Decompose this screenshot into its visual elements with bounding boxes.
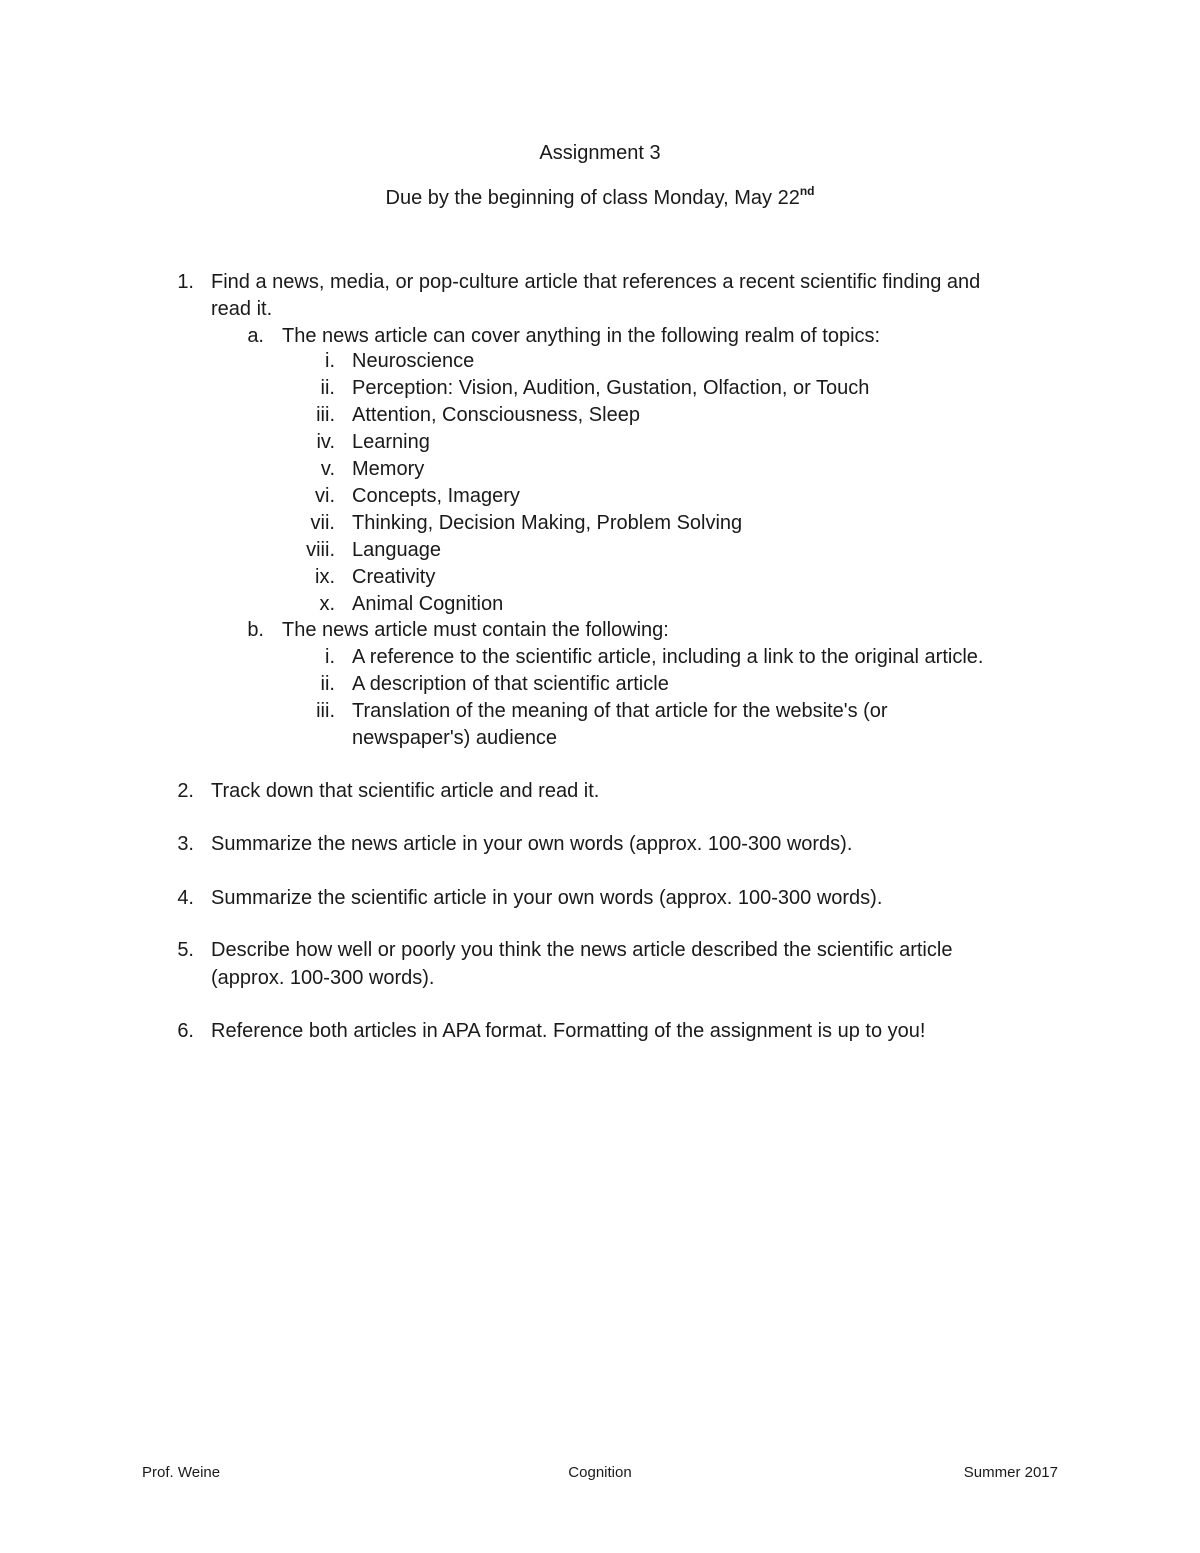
list-text: Find a news, media, or pop-culture article that references a recent scientific finding and xyxy=(211,271,981,293)
list-marker: 2. xyxy=(177,780,194,802)
list-text: read it. xyxy=(211,298,273,320)
list-text: Memory xyxy=(352,458,425,480)
due-date-text: Due by the beginning of class Monday, May 22 xyxy=(385,187,800,209)
list-text: Learning xyxy=(352,431,430,453)
list-text: Neuroscience xyxy=(352,350,475,372)
due-date-suffix: nd xyxy=(799,184,815,198)
list-marker: 4. xyxy=(177,887,194,909)
list-marker: 5. xyxy=(177,939,194,961)
list-text: Animal Cognition xyxy=(352,593,504,615)
list-text: The news article must contain the following: xyxy=(282,619,669,641)
list-text: Track down that scientific article and read it. xyxy=(211,780,600,802)
list-marker: i. xyxy=(325,350,335,372)
list-text: Attention, Consciousness, Sleep xyxy=(352,404,640,426)
list-marker: 1. xyxy=(177,271,194,293)
list-text: Perception: Vision, Audition, Gustation, Olfaction, or Touch xyxy=(352,377,870,399)
list-marker: v. xyxy=(320,458,335,480)
list-marker: 3. xyxy=(177,833,194,855)
list-marker: x. xyxy=(319,593,335,615)
list-text: Summarize the scientific article in your own words (approx. 100-300 words). xyxy=(211,887,883,909)
list-text: Concepts, Imagery xyxy=(352,485,520,507)
list-marker: i. xyxy=(325,646,335,668)
list-text: Describe how well or poorly you think the news article described the scientific article xyxy=(211,939,953,961)
list-text: (approx. 100-300 words). xyxy=(211,967,435,989)
footer-instructor: Prof. Weine xyxy=(142,1464,221,1481)
due-date-line xyxy=(0,184,1200,210)
list-text: Thinking, Decision Making, Problem Solving xyxy=(352,512,743,534)
list-text: A reference to the scientific article, including a link to the original article. xyxy=(352,646,984,668)
list-text: A description of that scientific article xyxy=(352,673,669,695)
list-text: Reference both articles in APA format. Formatting of the assignment is up to you! xyxy=(211,1020,926,1042)
footer-term: Summer 2017 xyxy=(963,1464,1058,1481)
list-marker: iii. xyxy=(316,700,335,722)
footer-course: Cognition xyxy=(568,1464,632,1481)
assignment-title: Assignment 3 xyxy=(539,142,661,164)
list-marker: ii. xyxy=(320,377,335,399)
list-marker: iii. xyxy=(316,404,335,426)
list-text: newspaper's) audience xyxy=(352,727,558,749)
list-text: The news article can cover anything in the following realm of topics: xyxy=(282,325,881,347)
list-marker: a. xyxy=(247,325,264,347)
list-marker: viii. xyxy=(306,539,335,561)
list-marker: vi. xyxy=(315,485,335,507)
list-text: Translation of the meaning of that article for the website's (or xyxy=(352,700,888,722)
list-text: Language xyxy=(352,539,441,561)
list-marker: vii. xyxy=(310,512,335,534)
list-marker: b. xyxy=(247,619,264,641)
list-text: Creativity xyxy=(352,566,436,588)
list-text: Summarize the news article in your own words (approx. 100-300 words). xyxy=(211,833,853,855)
list-marker: iv. xyxy=(316,431,335,453)
list-marker: 6. xyxy=(177,1020,194,1042)
list-marker: ix. xyxy=(315,566,335,588)
list-marker: ii. xyxy=(320,673,335,695)
